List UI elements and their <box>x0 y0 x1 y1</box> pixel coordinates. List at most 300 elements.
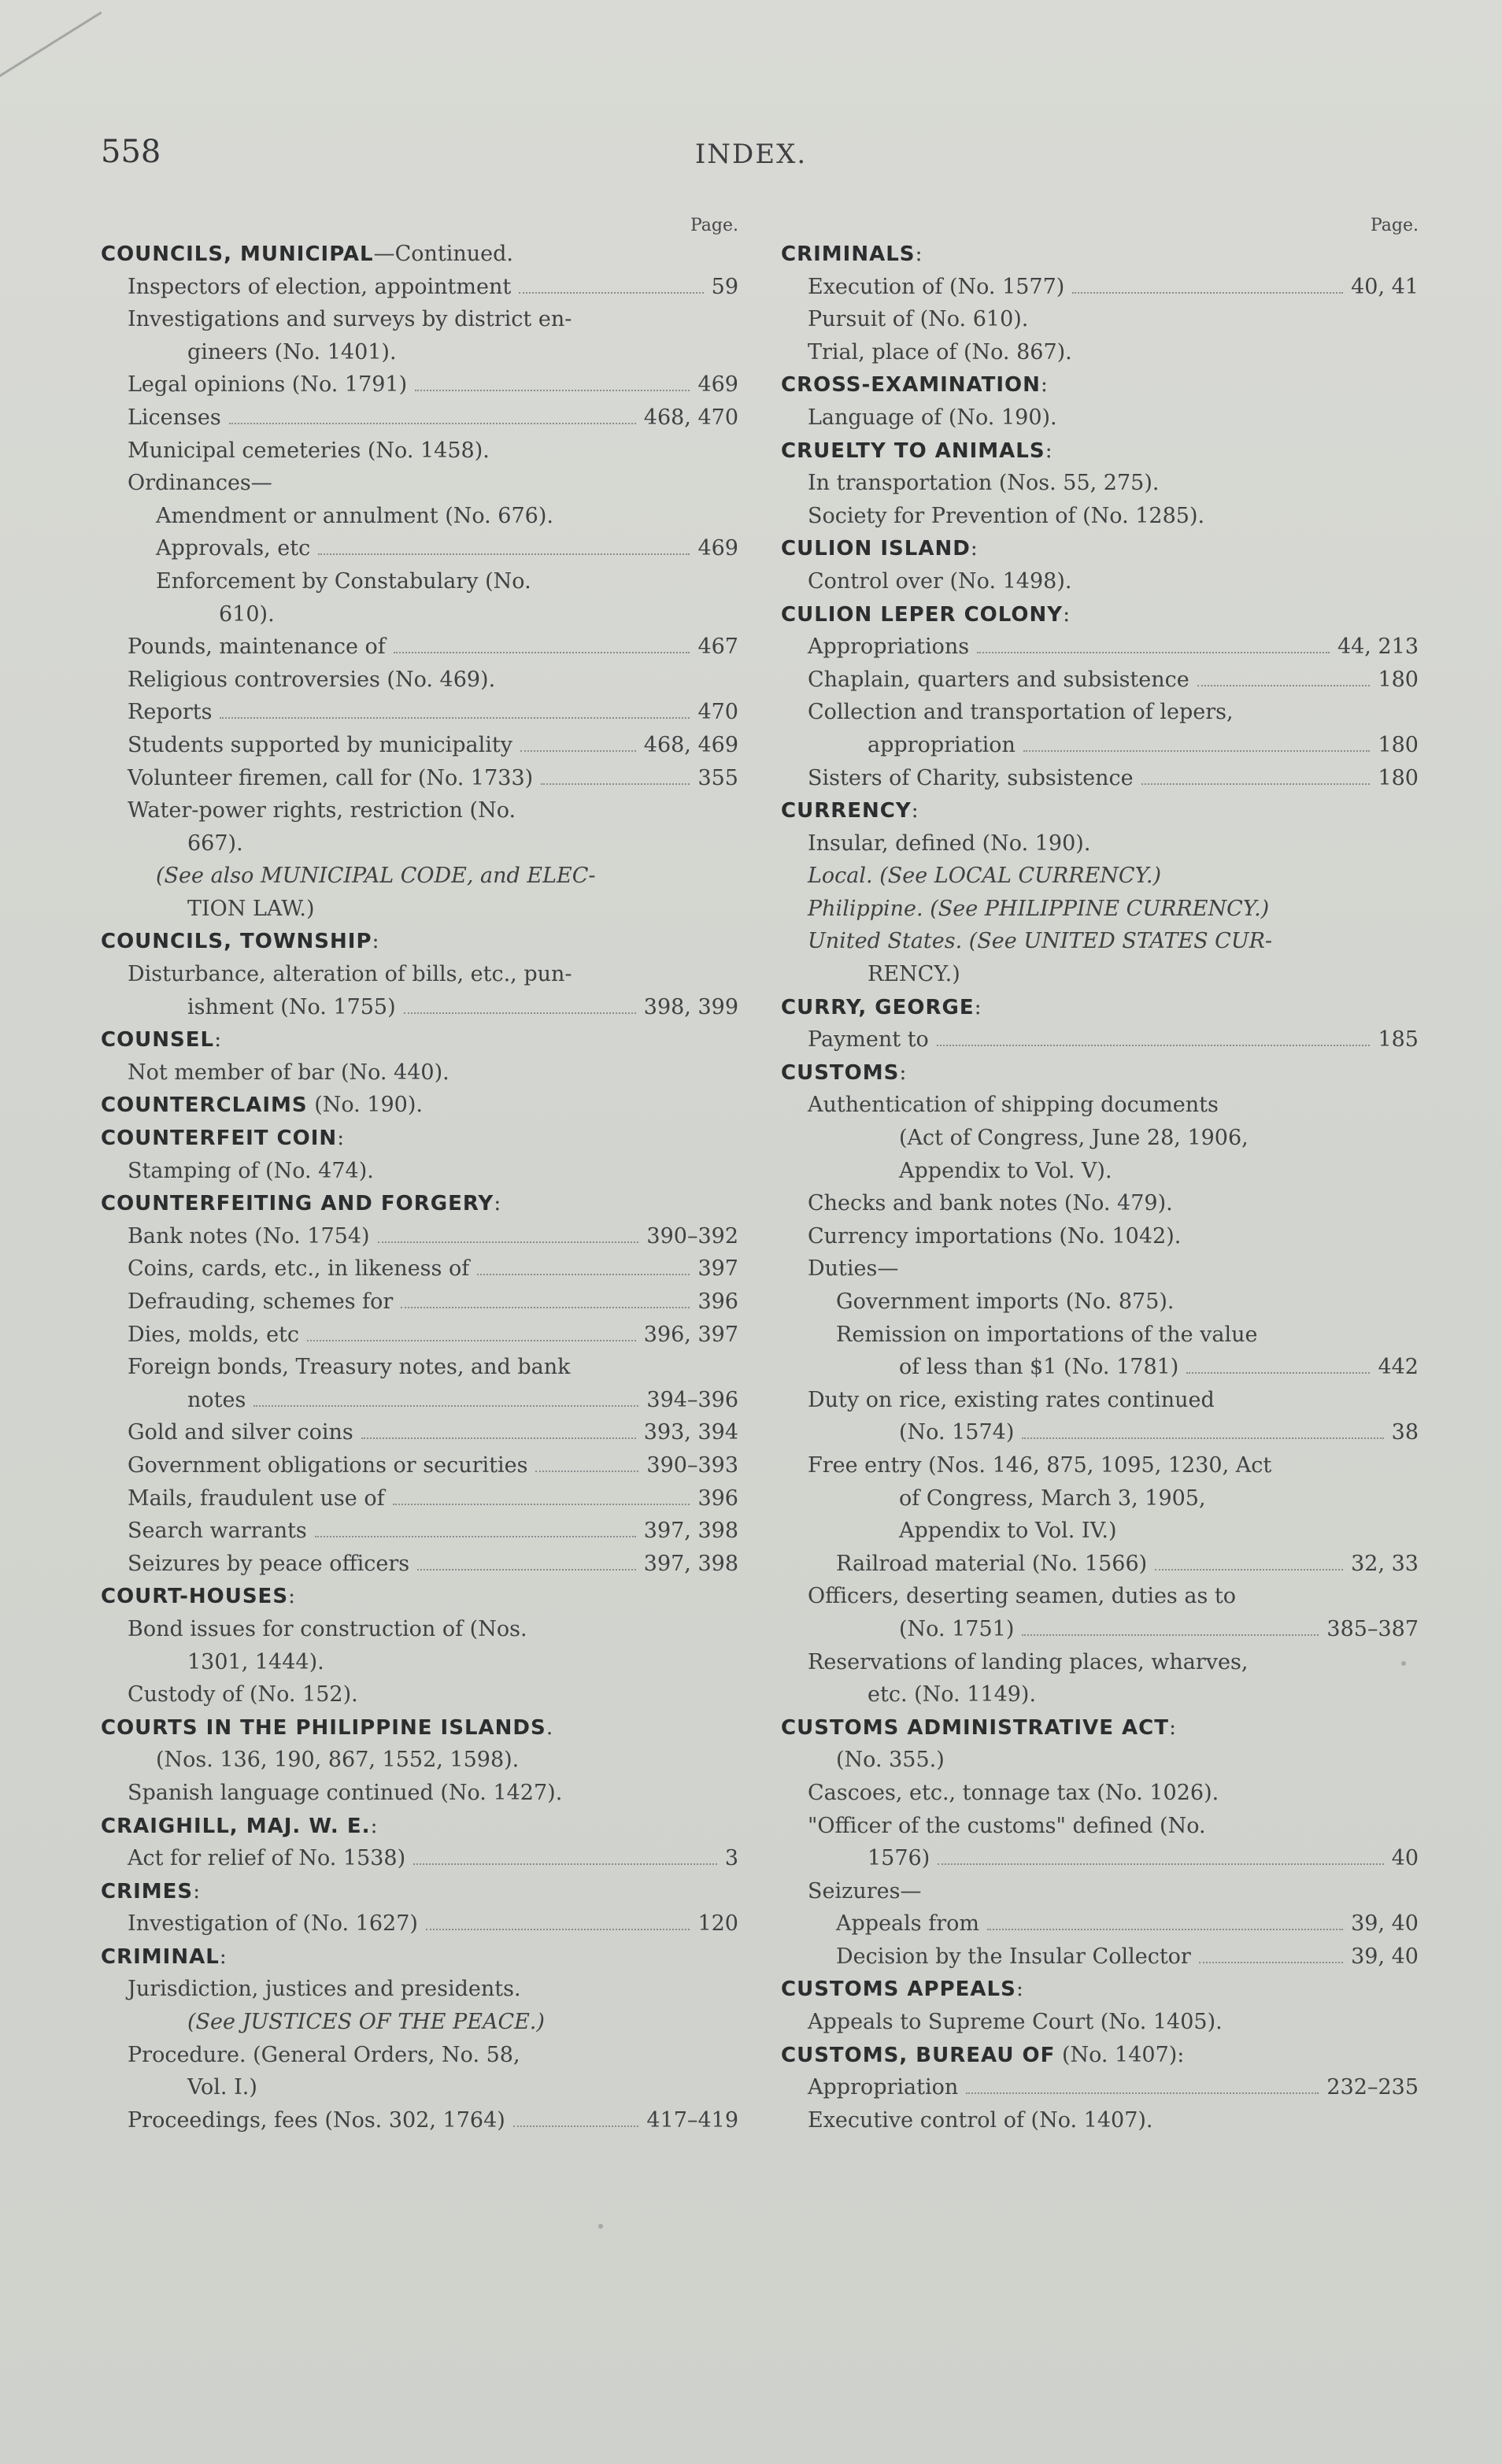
index-entry <box>101 794 738 827</box>
index-heading <box>781 991 1419 1024</box>
index-entry <box>781 401 1419 435</box>
index-heading <box>781 1973 1419 2006</box>
entry-text: Remission on importations of the value <box>836 1322 1258 1347</box>
index-entry <box>101 1351 738 1384</box>
index-heading <box>781 2039 1419 2072</box>
page-number: 558 <box>101 134 161 170</box>
index-entry <box>781 860 1419 893</box>
heading-suffix: . <box>546 1715 553 1740</box>
dot-leader <box>426 1929 690 1930</box>
index-heading <box>101 1187 738 1220</box>
index-entry <box>101 1842 738 1875</box>
entry-text: Jurisdiction, justices and presidents. <box>128 1977 521 2002</box>
index-entry <box>101 1515 738 1548</box>
dot-leader <box>1155 1569 1343 1571</box>
entry-text: Mails, fraudulent use of <box>128 1485 385 1511</box>
index-entry <box>781 1351 1419 1384</box>
index-entry <box>101 532 738 565</box>
index-heading <box>101 1023 738 1056</box>
entry-text: Water-power rights, restriction (No. <box>128 798 516 823</box>
page-reference: 390–393 <box>646 1452 738 1478</box>
heading-suffix: : <box>1063 601 1071 627</box>
entry-text: Gold and silver coins <box>128 1420 353 1445</box>
page-reference: 180 <box>1378 765 1419 790</box>
entry-text: Insular, defined (No. 190). <box>808 831 1091 856</box>
index-entry <box>101 893 738 926</box>
index-entry <box>101 729 738 762</box>
entry-text: (Act of Congress, June 28, 1906, <box>899 1126 1249 1151</box>
entry-text: Approvals, etc <box>156 536 311 561</box>
index-entry <box>101 1384 738 1417</box>
index-column-left <box>101 214 738 2137</box>
index-heading <box>781 794 1419 827</box>
heading-text: COUNCILS, TOWNSHIP <box>101 930 372 954</box>
heading-text: COUNTERFEITING AND FORGERY <box>101 1192 494 1216</box>
index-entry <box>101 1319 738 1352</box>
entry-text: Control over (No. 1498). <box>808 568 1072 594</box>
heading-text: CULION LEPER COLONY <box>781 602 1064 627</box>
index-entry <box>101 762 738 795</box>
dot-leader <box>1199 1962 1343 1963</box>
index-entry <box>781 1416 1419 1449</box>
index-entry <box>781 1777 1419 1810</box>
entry-text: Foreign bonds, Treasury notes, and bank <box>128 1355 571 1380</box>
index-entry <box>781 1548 1419 1581</box>
page-reference: 39, 40 <box>1351 1944 1419 1969</box>
page-reference: 469 <box>697 372 738 398</box>
index-entry <box>101 827 738 860</box>
heading-text: CRIMES <box>101 1879 194 1903</box>
heading-suffix: : <box>1016 1977 1023 2002</box>
page-reference: 385–387 <box>1326 1616 1419 1641</box>
index-heading <box>781 435 1419 468</box>
entry-text: Pursuit of (No. 610). <box>808 307 1029 332</box>
entry-text: Proceedings, fees (Nos. 302, 1764) <box>128 2107 505 2133</box>
dot-leader <box>229 423 636 424</box>
entry-text: Cascoes, etc., tonnage tax (No. 1026). <box>808 1780 1219 1805</box>
entry-text: Officers, deserting seamen, duties as to <box>808 1584 1237 1609</box>
dot-leader <box>977 652 1330 653</box>
heading-suffix: : <box>214 1027 222 1053</box>
index-heading <box>781 368 1419 401</box>
index-entry <box>781 1155 1419 1188</box>
index-entry <box>101 303 738 336</box>
entry-text: In transportation (Nos. 55, 275). <box>808 471 1160 496</box>
dot-leader <box>394 652 690 653</box>
dot-leader <box>413 1863 717 1865</box>
index-entry <box>101 991 738 1024</box>
index-entry <box>101 368 738 401</box>
index-heading <box>781 238 1419 271</box>
index-entry <box>101 1449 738 1482</box>
page-fold-mark <box>0 0 102 97</box>
index-entry <box>101 2039 738 2072</box>
entry-text: Dies, molds, etc <box>128 1322 300 1347</box>
entry-text: Railroad material (No. 1566) <box>836 1551 1148 1576</box>
entry-text: Appeals to Supreme Court (No. 1405). <box>808 2010 1223 2035</box>
entry-text: of less than $1 (No. 1781) <box>899 1355 1179 1380</box>
page-reference: 38 <box>1391 1420 1419 1445</box>
entry-text: etc. (No. 1149). <box>868 1682 1037 1707</box>
entry-text: Free entry (Nos. 146, 875, 1095, 1230, Act <box>808 1452 1272 1478</box>
index-entry <box>781 631 1419 664</box>
index-entry <box>781 565 1419 598</box>
dot-leader <box>987 1929 1343 1930</box>
page-reference: 467 <box>697 634 738 660</box>
dot-leader <box>404 1012 636 1014</box>
entry-text: Vol. I.) <box>187 2075 257 2100</box>
index-heading <box>101 1875 738 1908</box>
page-reference: 232–235 <box>1326 2075 1419 2100</box>
index-entry <box>781 664 1419 697</box>
heading-suffix: : <box>915 242 923 266</box>
entry-text: Trial, place of (No. 867). <box>808 339 1072 364</box>
page-reference: 417–419 <box>646 2107 738 2133</box>
index-entry <box>101 1678 738 1711</box>
heading-text: CUSTOMS <box>781 1060 900 1085</box>
page-reference: 32, 33 <box>1351 1551 1419 1576</box>
index-entry <box>101 958 738 991</box>
dot-leader <box>307 1340 636 1341</box>
dot-leader <box>220 717 690 719</box>
dot-leader <box>417 1569 636 1571</box>
dot-leader <box>477 1274 690 1275</box>
index-entry <box>781 1678 1419 1711</box>
index-entry <box>101 2006 738 2039</box>
entry-text: Investigation of (No. 1627) <box>128 1911 418 1937</box>
index-entry <box>101 2071 738 2104</box>
dot-leader <box>937 1045 1371 1046</box>
entry-text: Appeals from <box>836 1911 979 1937</box>
index-entry <box>101 401 738 435</box>
index-entry <box>101 565 738 598</box>
page-reference: 39, 40 <box>1351 1911 1419 1937</box>
dot-leader <box>315 1536 636 1537</box>
entry-text: Act for relief of No. 1538) <box>128 1846 406 1871</box>
heading-suffix: —Continued. <box>373 242 513 266</box>
index-heading <box>101 1810 738 1843</box>
index-entry <box>101 1777 738 1810</box>
page-reference: 120 <box>697 1911 738 1937</box>
dot-leader <box>393 1504 690 1505</box>
dot-leader <box>1186 1372 1370 1374</box>
entry-text: 1301, 1444). <box>187 1649 324 1674</box>
entry-text: Municipal cemeteries (No. 1458). <box>128 438 490 463</box>
entry-text: Seizures by peace officers <box>128 1551 410 1576</box>
page-reference: 40, 41 <box>1351 274 1419 299</box>
entry-text: Philippine. (See PHILIPPINE CURRENCY.) <box>808 896 1270 921</box>
index-entry <box>101 1286 738 1319</box>
entry-text: "Officer of the customs" defined (No. <box>808 1813 1206 1838</box>
index-entry <box>781 2104 1419 2137</box>
entry-text: Disturbance, alteration of bills, etc., pun- <box>128 962 572 987</box>
page-reference: 396, 397 <box>643 1322 738 1347</box>
index-entry <box>781 1515 1419 1548</box>
entry-text: Stamping of (No. 474). <box>128 1158 374 1183</box>
page-reference: 180 <box>1378 732 1419 757</box>
entry-text: Reports <box>128 700 213 725</box>
heading-text: CUSTOMS APPEALS <box>781 1977 1016 2002</box>
heading-suffix: : <box>494 1191 501 1216</box>
entry-text: appropriation <box>868 732 1016 757</box>
index-entry <box>781 1220 1419 1253</box>
index-heading <box>781 532 1419 565</box>
index-entry <box>781 1449 1419 1482</box>
dot-leader <box>401 1307 690 1308</box>
entry-text: Search warrants <box>128 1519 307 1544</box>
heading-text: CURRENCY <box>781 799 912 823</box>
entry-text: Reservations of landing places, wharves, <box>808 1649 1249 1674</box>
index-entry <box>781 1646 1419 1679</box>
index-entry <box>781 893 1419 926</box>
index-entry <box>781 696 1419 729</box>
page-reference: 394–396 <box>646 1387 738 1412</box>
heading-text: COURTS IN THE PHILIPPINE ISLANDS <box>101 1715 546 1740</box>
heading-text: COUNSEL <box>101 1028 215 1053</box>
heading-suffix: : <box>372 929 379 954</box>
entry-text: Chaplain, quarters and subsistence <box>808 667 1189 692</box>
entry-text: Collection and transportation of lepers, <box>808 700 1234 725</box>
running-head: INDEX. <box>694 139 808 170</box>
heading-text: CULION ISLAND <box>781 537 971 561</box>
dot-leader <box>520 750 636 752</box>
index-entry <box>101 1220 738 1253</box>
index-entry <box>781 1875 1419 1908</box>
entry-text: Not member of bar (No. 440). <box>128 1060 449 1085</box>
dot-leader <box>1022 1634 1319 1636</box>
entry-text: gineers (No. 1401). <box>187 339 397 364</box>
heading-suffix: : <box>193 1878 201 1903</box>
heading-text: COUNTERFEIT COIN <box>101 1127 338 1151</box>
index-entries <box>781 238 1419 2137</box>
dot-leader <box>966 2092 1319 2094</box>
index-entry <box>781 1089 1419 1122</box>
heading-text: COUNCILS, MUNICIPAL <box>101 242 374 266</box>
index-entry <box>101 1613 738 1646</box>
index-entry <box>781 336 1419 369</box>
index-entry <box>781 827 1419 860</box>
page-reference: 40 <box>1391 1846 1419 1871</box>
page-reference: 355 <box>697 765 738 790</box>
dot-leader <box>1022 1437 1383 1439</box>
index-heading <box>101 1711 738 1744</box>
heading-text: CRAIGHILL, MAJ. W. E. <box>101 1814 371 1838</box>
index-entry <box>101 271 738 304</box>
heading-suffix: : <box>370 1813 378 1838</box>
heading-suffix: : <box>1045 438 1053 463</box>
index-entry <box>781 1384 1419 1417</box>
index-entry <box>101 1646 738 1679</box>
heading-text: CRUELTY TO ANIMALS <box>781 438 1045 463</box>
entry-text: Sisters of Charity, subsistence <box>808 765 1134 790</box>
heading-suffix: : <box>288 1584 296 1609</box>
entry-text: United States. (See UNITED STATES CUR- <box>808 929 1273 954</box>
entry-text: (See JUSTICES OF THE PEACE.) <box>187 2010 545 2035</box>
heading-text: CRIMINAL <box>101 1944 220 1969</box>
index-entry <box>101 631 738 664</box>
page-reference: 469 <box>697 536 738 561</box>
index-heading <box>781 598 1419 631</box>
index-entry <box>101 467 738 500</box>
entry-text: Amendment or annulment (No. 676). <box>156 503 553 528</box>
entry-text: Religious controversies (No. 469). <box>128 667 496 692</box>
index-entry <box>101 696 738 729</box>
entry-text: Local. (See LOCAL CURRENCY.) <box>808 864 1162 889</box>
index-entry <box>781 1940 1419 1974</box>
dot-leader <box>1197 685 1371 686</box>
index-entry <box>101 500 738 533</box>
entry-text: Licenses <box>128 405 221 430</box>
page-reference: 185 <box>1378 1027 1419 1053</box>
page-reference: 470 <box>697 700 738 725</box>
index-entry <box>781 1744 1419 1777</box>
index-entry <box>781 958 1419 991</box>
entry-text: (No. 1751) <box>899 1616 1015 1641</box>
index-entry <box>781 2071 1419 2104</box>
entry-text: 667). <box>187 831 243 856</box>
page-reference: 396 <box>697 1485 738 1511</box>
heading-suffix: : <box>1168 1715 1177 1740</box>
index-entry <box>101 1744 738 1777</box>
entry-text: ishment (No. 1755) <box>187 994 396 1019</box>
index-entry <box>781 1907 1419 1940</box>
dot-leader <box>1141 783 1371 785</box>
entry-text: Defrauding, schemes for <box>128 1289 394 1314</box>
index-entry <box>101 1907 738 1940</box>
index-entry <box>781 1122 1419 1155</box>
index-entry <box>101 598 738 631</box>
heading-text: CRIMINALS <box>781 242 916 266</box>
index-entry <box>781 1580 1419 1613</box>
index-entry <box>101 860 738 893</box>
index-entry <box>781 1023 1419 1056</box>
page-reference: 390–392 <box>646 1223 738 1249</box>
index-entry <box>781 467 1419 500</box>
index-entry <box>781 925 1419 958</box>
dot-leader <box>938 1863 1383 1865</box>
index-heading <box>101 1122 738 1155</box>
dot-leader <box>535 1471 638 1472</box>
entry-text: Currency importations (No. 1042). <box>808 1223 1182 1249</box>
index-heading <box>781 1711 1419 1744</box>
index-entry <box>101 1482 738 1515</box>
index-entry <box>781 1252 1419 1286</box>
entry-text: Investigations and surveys by district en- <box>128 307 572 332</box>
index-heading <box>101 238 738 271</box>
entry-text: Government obligations or securities <box>128 1452 528 1478</box>
heading-text: CUSTOMS, BUREAU OF <box>781 2043 1056 2067</box>
heading-text: CROSS-EXAMINATION <box>781 373 1041 398</box>
entry-text: Enforcement by Constabulary (No. <box>156 568 531 594</box>
page-reference: 468, 469 <box>643 732 738 757</box>
index-entry <box>101 1973 738 2006</box>
entry-text: Appropriation <box>808 2075 959 2100</box>
dot-leader <box>1023 750 1371 752</box>
dot-leader <box>253 1405 638 1407</box>
index-heading <box>101 925 738 958</box>
index-entry <box>781 1319 1419 1352</box>
entry-text: Executive control of (No. 1407). <box>808 2107 1153 2133</box>
page-reference: 468, 470 <box>643 405 738 430</box>
entry-text: Spanish language continued (No. 1427). <box>128 1780 563 1805</box>
index-entry <box>101 664 738 697</box>
entry-text: of Congress, March 3, 1905, <box>899 1485 1206 1511</box>
index-heading <box>101 1940 738 1974</box>
heading-suffix: : <box>970 536 978 561</box>
index-heading <box>101 1580 738 1613</box>
index-entry <box>781 1810 1419 1843</box>
index-entry <box>101 1252 738 1286</box>
page-reference: 397 <box>697 1256 738 1282</box>
index-entry <box>781 2006 1419 2039</box>
entry-text: Seizures— <box>808 1878 922 1903</box>
page-reference: 397, 398 <box>643 1519 738 1544</box>
heading-suffix: (No. 1407): <box>1055 2042 1185 2067</box>
index-entry <box>781 1613 1419 1646</box>
entry-text: Appendix to Vol. V). <box>899 1158 1112 1183</box>
dot-leader <box>415 390 690 391</box>
index-entry <box>781 271 1419 304</box>
entry-text: (See also MUNICIPAL CODE, and ELEC- <box>156 864 596 889</box>
index-entry <box>101 1416 738 1449</box>
dot-leader <box>318 553 690 555</box>
heading-suffix: : <box>911 798 919 823</box>
entry-text: Procedure. (General Orders, No. 58, <box>128 2042 520 2067</box>
index-entry <box>101 435 738 468</box>
entry-text: Students supported by municipality <box>128 732 512 757</box>
entry-text: (No. 1574) <box>899 1420 1015 1445</box>
entry-text: Volunteer firemen, call for (No. 1733) <box>128 765 534 790</box>
index-entry <box>781 500 1419 533</box>
index-entry <box>781 303 1419 336</box>
entry-text: Bond issues for construction of (Nos. <box>128 1616 527 1641</box>
heading-text: COURT-HOUSES <box>101 1585 289 1609</box>
entry-text: (Nos. 136, 190, 867, 1552, 1598). <box>156 1748 520 1773</box>
entry-text: Payment to <box>808 1027 929 1053</box>
dot-leader <box>361 1437 636 1439</box>
page-reference: 44, 213 <box>1337 634 1419 660</box>
heading-suffix: : <box>219 1944 227 1969</box>
page-reference: 396 <box>697 1289 738 1314</box>
index-entry <box>781 762 1419 795</box>
entry-text: Duties— <box>808 1256 899 1282</box>
entry-text: Authentication of shipping documents <box>808 1093 1219 1118</box>
entry-text: Ordinances— <box>128 471 272 496</box>
index-heading <box>101 1089 738 1122</box>
entry-text: Appendix to Vol. IV.) <box>899 1519 1117 1544</box>
page-column-label: Page. <box>1370 216 1419 235</box>
index-entry <box>101 336 738 369</box>
entry-text: Execution of (No. 1577) <box>808 274 1065 299</box>
ink-speck <box>598 2224 603 2229</box>
index-entries <box>101 238 738 2137</box>
entry-text: Appropriations <box>808 634 970 660</box>
page-reference: 442 <box>1378 1355 1419 1380</box>
entry-text: RENCY.) <box>868 962 960 987</box>
heading-text: COUNTERCLAIMS <box>101 1093 308 1118</box>
heading-suffix: : <box>1040 372 1048 398</box>
page-column-label: Page. <box>690 216 738 235</box>
index-entry <box>101 1548 738 1581</box>
index-heading <box>781 1056 1419 1090</box>
entry-text: Language of (No. 190). <box>808 405 1057 430</box>
entry-text: Bank notes (No. 1754) <box>128 1223 370 1249</box>
page-reference: 398, 399 <box>643 994 738 1019</box>
heading-suffix: : <box>337 1126 345 1151</box>
entry-text: TION LAW.) <box>187 896 315 921</box>
heading-suffix: : <box>899 1060 907 1085</box>
entry-text: Society for Prevention of (No. 1285). <box>808 503 1205 528</box>
